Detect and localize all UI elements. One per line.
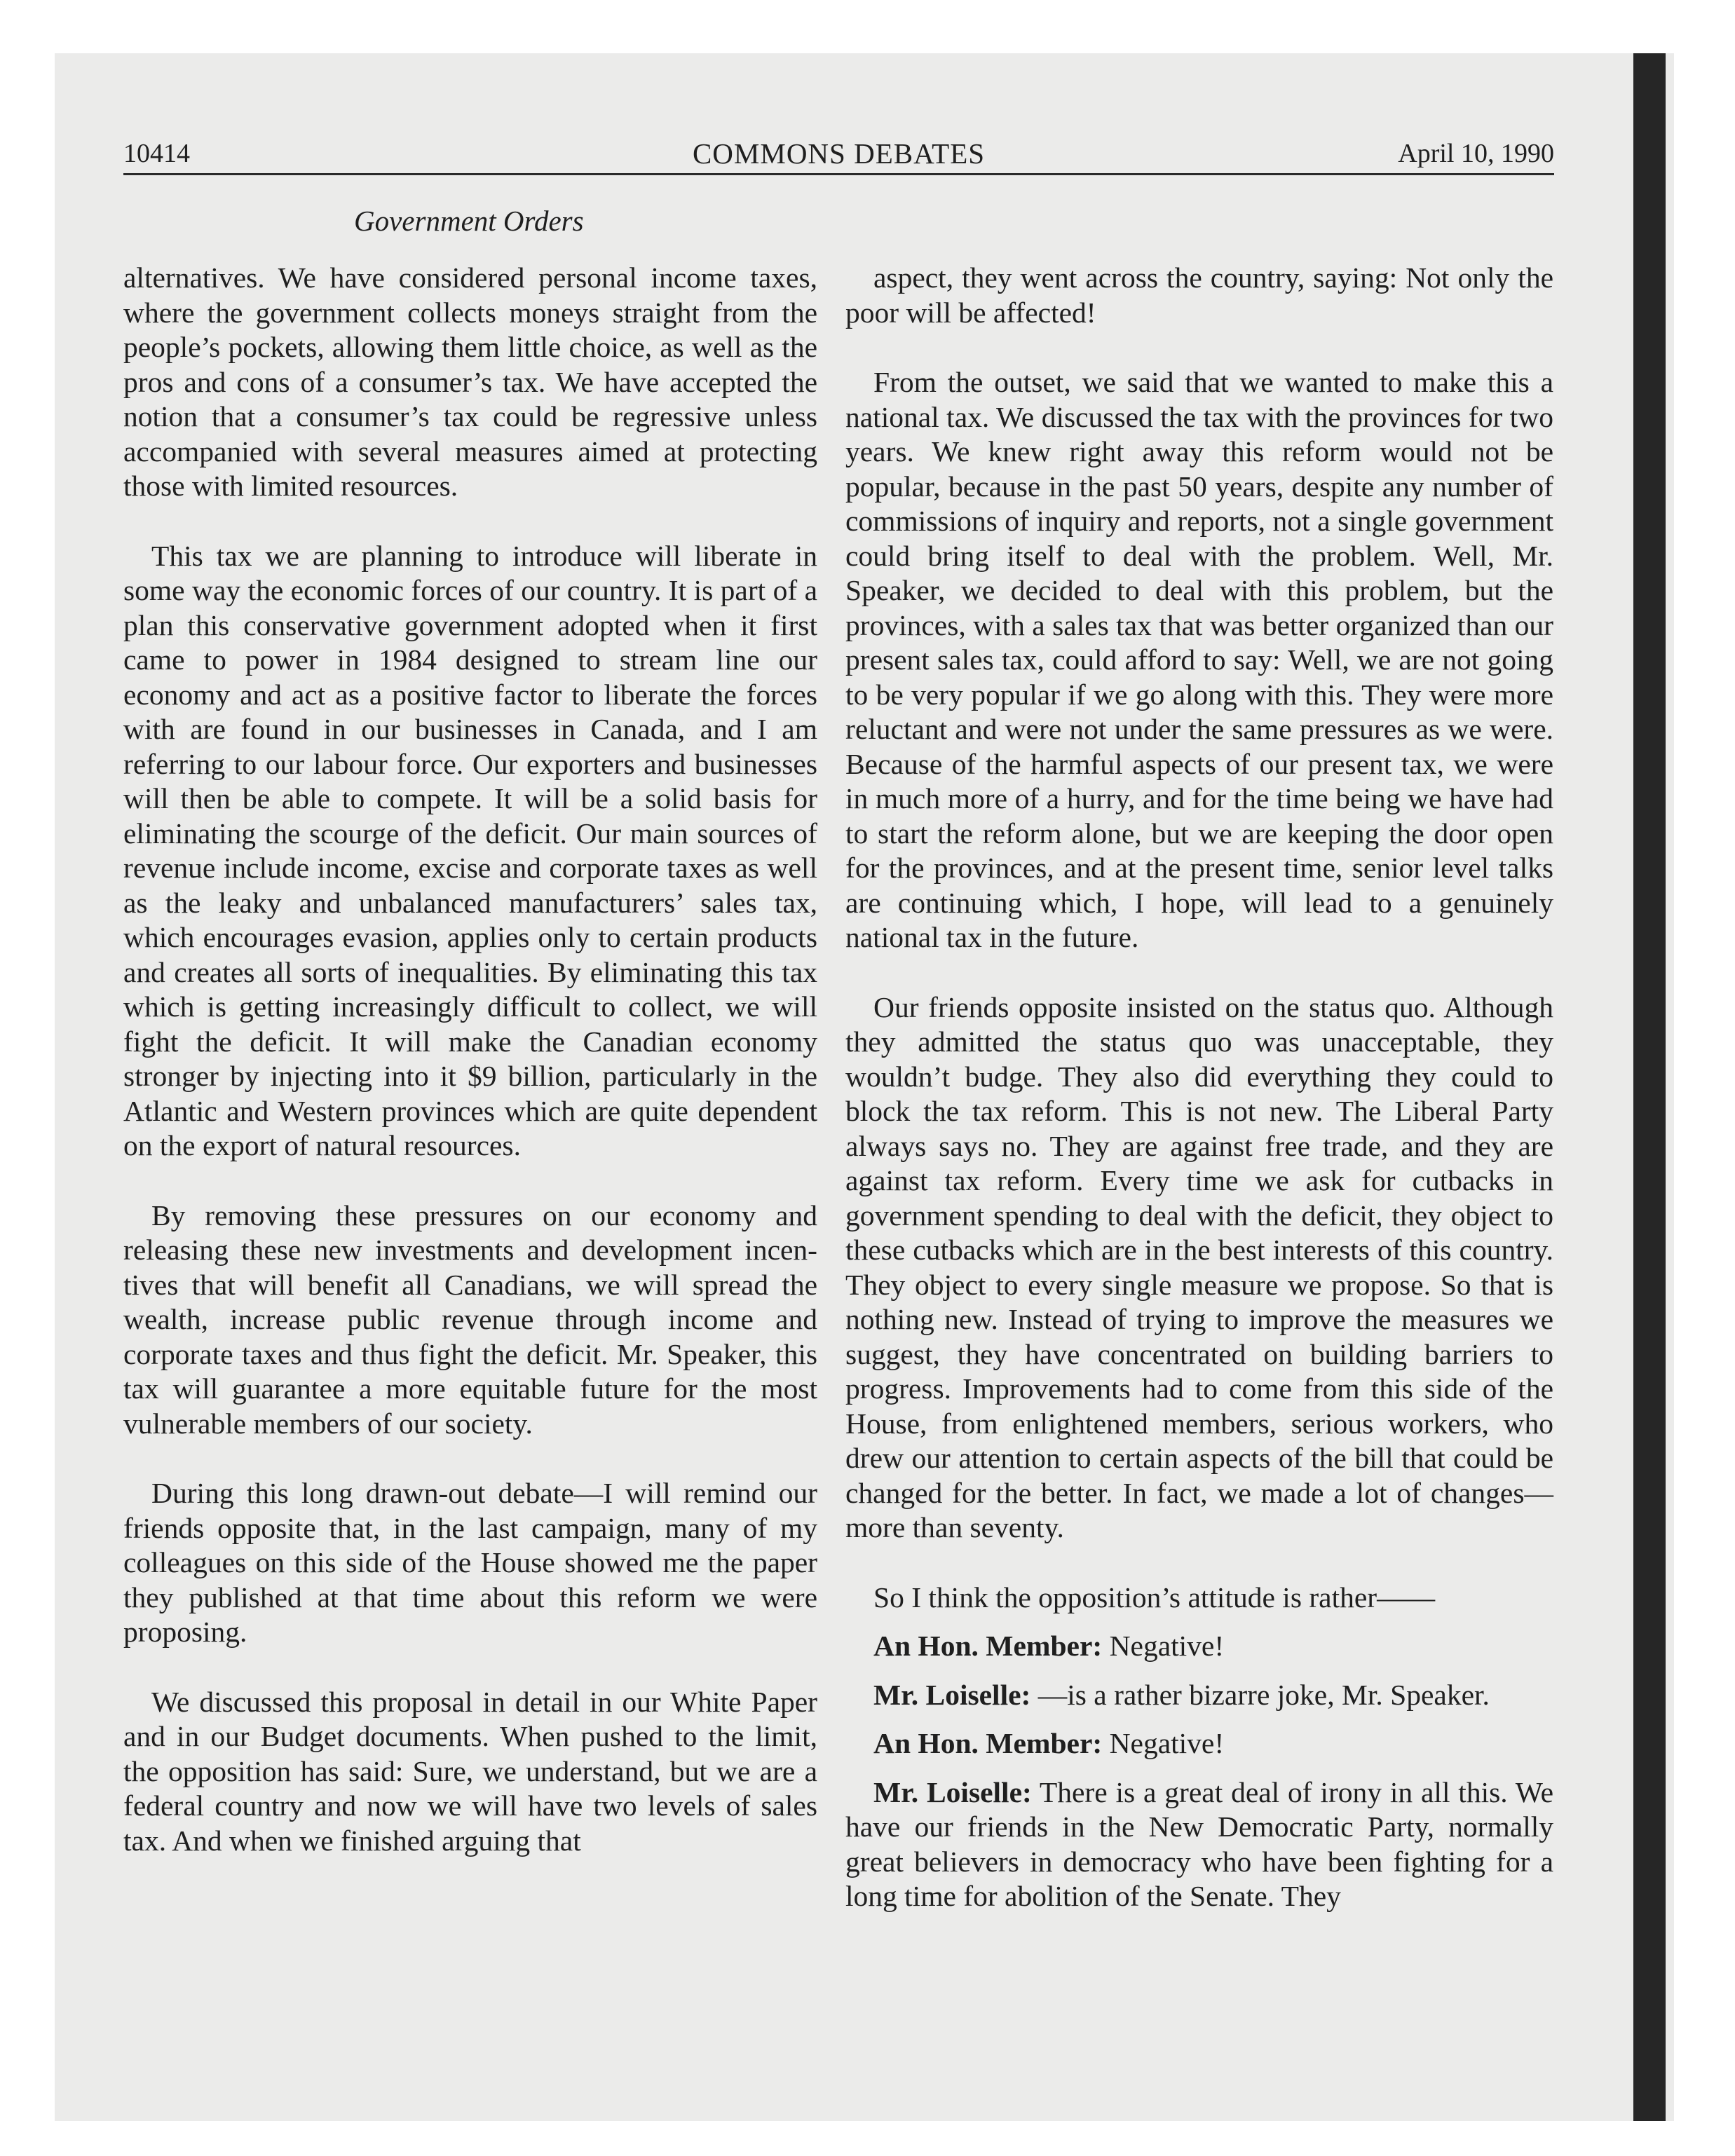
page-number: 10414 xyxy=(123,139,190,168)
speech-line xyxy=(845,1775,1553,1914)
paragraph: alternatives. We have considered personal income taxes, where the government collects moneys straight from the people’s pockets, allowing them little choice, as well as the pros and cons of a consumer’s tax. We have accepted the notion that a consumer’s tax could be regressive unless accompanied with several measures aimed at protecting those with limited resources. xyxy=(123,261,817,502)
paragraph: From the outset, we said that we wanted to make this a national tax. We discussed the tax with the provinces for two years. We knew right away this reform would not be popular, because in the past 50 years, despite any number of commissions of inquiry and reports, not a single government could bring itself to deal with the problem. Well, Mr. Speaker, we decided to deal with this problem, but the provinces, with a sales tax that was better organized than our present sales tax, could afford to say: Well, we are not going to be very popular if we go along with this. They were more reluctant and were not under the same pressures as we were. Because of the harmful aspects of our present tax, we were in much more of a hurry, and for the time being we have had to start the reform alone, but we are keeping the door open for the provinces, and at the present time, senior level talks are continuing which, I hope, will lead to a genuinely national tax in the future. xyxy=(845,366,1553,953)
speech-text: Negative! xyxy=(1102,1630,1225,1662)
publication-title: COMMONS DEBATES xyxy=(692,137,986,170)
left-column xyxy=(123,261,817,1893)
speech-line xyxy=(845,1629,1553,1664)
paragraph: This tax we are planning to introduce will liberate in some way the economic forces of our country. It is part of a plan this conservative government adopted when it first came to power in 1984 designed to stream line our economy and act as a positive factor to liberate the forces with are found in our businesses in Canada, and I am referring to our labour force. Our exporters and businesses will then be able to compete. It will be a solid basis for eliminating the scourge of the deficit. Our main sources of revenue include income, excise and corporate taxes as well as the leaky and unbalanced manufacturers’ sales tax, which encourages evasion, applies only to certain products and creates all sorts of inequalities. By eliminating this tax which is getting increasingly difficult to collect, we will fight the deficit. It will make the Canadian economy stronger by injecting into it $9 billion, particularly in the Atlantic and Western provinces which are quite dependent on the export of natural resources. xyxy=(123,539,817,1161)
speaker-name: Mr. Loiselle: xyxy=(873,1678,1031,1711)
speech-line xyxy=(845,1678,1553,1713)
paragraph: We discussed this proposal in detail in our White Paper and in our Budget documents. When pushed to the limit, the opposition has said: Sure, we understand, but we are a federal country and now we will have two levels of sales tax. And when we finished arguing that xyxy=(123,1685,817,1857)
speech-line xyxy=(845,1726,1553,1761)
paragraph: aspect, they went across the country, saying: Not only the poor will be affected! xyxy=(845,261,1553,329)
speech-text: —is a rather bizarre joke, Mr. Speaker. xyxy=(1030,1678,1490,1711)
section-title: Government Orders xyxy=(354,205,584,237)
speaker-name: An Hon. Member: xyxy=(873,1630,1103,1662)
paragraph: Our friends opposite insisted on the status quo. Although they admitted the status quo was unacceptable, they wouldn’t budge. They also did everything they could to block the tax reform. This is not new. The Liberal Party always says no. They are against free trade, and they are against tax reform. Every time we ask for cutbacks in government spending to deal with the deficit, they object to these cutbacks which are in the best interests of this country. They object to every single measure we propose. So that is nothing new. Instead of trying to improve the measures we suggest, they have concentrated on building barriers to progress. Improvements had to come from this side of the House, from enlightened members, serious workers, who drew our attention to certain aspects of the bill that could be changed for the better. In fact, we made a lot of changes—more than seventy. xyxy=(845,990,1553,1543)
speech-text: Negative! xyxy=(1102,1727,1225,1759)
speaker-name: Mr. Loiselle: xyxy=(873,1775,1032,1808)
header-rule xyxy=(123,173,1554,175)
right-column xyxy=(845,261,1553,1949)
page-header xyxy=(123,137,1554,179)
page-edge-shadow xyxy=(1633,53,1666,2121)
paragraph: During this long drawn-out debate—I will remind our friends opposite that, in the last campaign, many of my colleagues on this side of the House showed me the paper they published at that time about this reform we were proposing. xyxy=(123,1477,817,1648)
publication-date: April 10, 1990 xyxy=(1398,139,1554,168)
paragraph: By removing these pressures on our economy and releasing these new investments and development incentives that will benefit all Canadians, we will spread the wealth, increase public revenue through income and corporate taxes and thus fight the deficit. Mr. Speaker, this tax will guarantee a more equitable future for the most vulnerable members of our society. xyxy=(123,1199,817,1440)
speech-text: There is a great deal of irony in all this. We have our friends in the New Democratic Party, normally great believers in democracy who have been fighting for a long time for abolition of the Senate. They xyxy=(845,1775,1554,1912)
paragraph: So I think the opposition’s attitude is rather—— xyxy=(873,1581,1436,1613)
speaker-name: An Hon. Member: xyxy=(873,1727,1103,1759)
